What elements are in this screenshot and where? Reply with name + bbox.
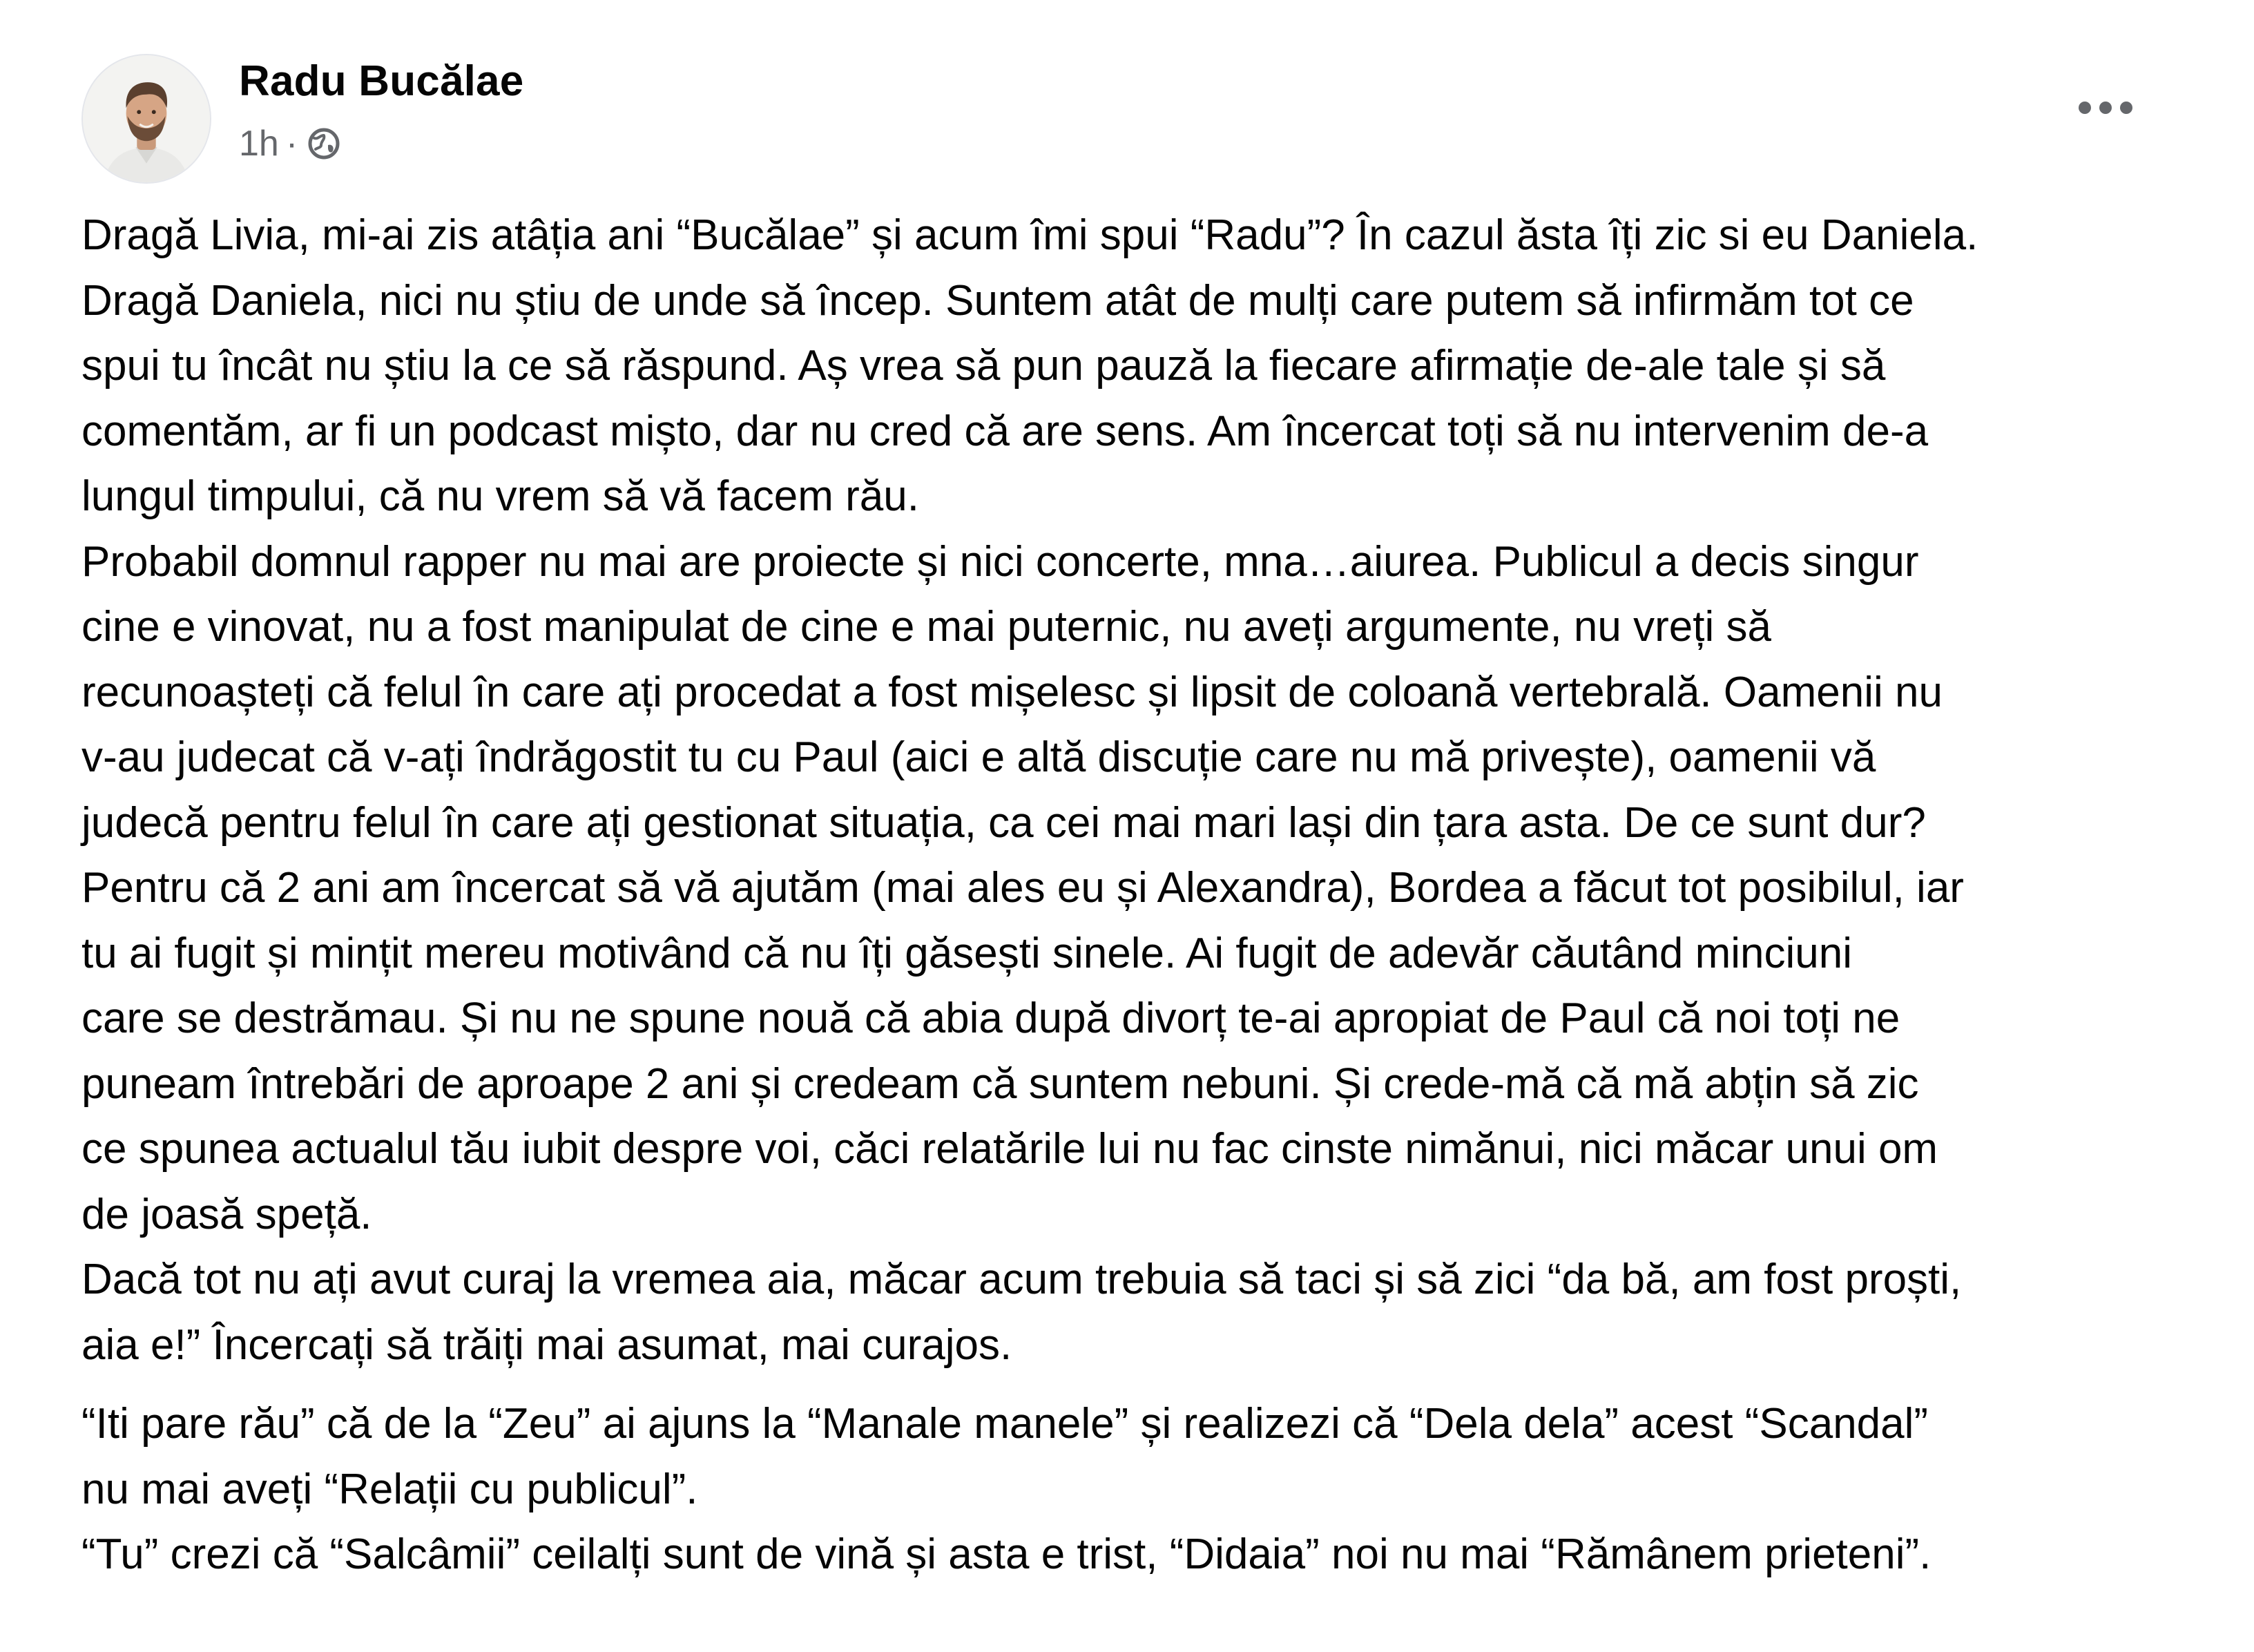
post-timestamp[interactable]: 1h: [239, 124, 279, 164]
more-options-icon: [2077, 99, 2135, 116]
post-text-line: “Tu” crezi că “Salcâmii” ceilalți sunt de vină și asta e trist, “Didaia” noi nu mai “Rămânem prieteni”.: [81, 1530, 1932, 1578]
post-meta: [239, 123, 343, 164]
post-text: [81, 203, 2195, 1588]
post-paragraph-2: [81, 1392, 2195, 1588]
post-text-line: recunoașteți că felul în care ați procedat a fost mișelesc și lipsit de coloană vertebrală. Oamenii nu: [81, 668, 1943, 716]
globe-icon[interactable]: [305, 124, 343, 163]
post-text-line: nu mai aveți “Relații cu publicul”.: [81, 1465, 698, 1513]
post-text-line: spui tu încât nu știu la ce să răspund. Aș vrea să pun pauză la fiecare afirmație de-ale tale și să: [81, 342, 1886, 390]
author-name[interactable]: Radu Bucălae: [239, 57, 524, 105]
post-text-line: v-au judecat că v-ați îndrăgostit tu cu Paul (aici e altă discuție care nu mă privește), oamenii vă: [81, 733, 1876, 781]
avatar[interactable]: [81, 54, 211, 184]
post-text-line: puneam întrebări de aproape 2 ani și credeam că suntem nebuni. Și crede-mă că mă abțin să zic: [81, 1059, 1919, 1108]
post-text-line: comentăm, ar fi un podcast mișto, dar nu cred că are sens. Am încercat toți să nu intervenim de-a: [81, 407, 1929, 455]
post-paragraph-1: [81, 203, 2195, 1378]
post-text-line: Probabil domnul rapper nu mai are proiecte și nici concerte, mna…aiurea. Publicul a decis singur: [81, 537, 1919, 586]
meta-separator: ·: [285, 124, 298, 164]
profile-photo: [83, 55, 210, 182]
post-text-line: Pentru că 2 ani am încercat să vă ajutăm (mai ales eu și Alexandra), Bordea a făcut tot posibilul, iar: [81, 864, 1964, 912]
post-text-line: tu ai fugit și mințit mereu motivând că nu îți găsești sinele. Ai fugit de adevăr căutând minciuni: [81, 929, 1853, 977]
post-text-line: Dacă tot nu ați avut curaj la vremea aia, măcar acum trebuia să taci și să zici “da bă, am fost proști,: [81, 1256, 1962, 1303]
post-text-line: Dragă Daniela, nici nu știu de unde să încep. Suntem atât de mulți care putem să infirmăm tot ce: [81, 276, 1914, 325]
post-text-line: ce spunea actualul tău iubit despre voi, căci relatările lui nu fac cinste nimănui, nici măcar unui om: [81, 1125, 1938, 1173]
post-text-line: “Iti pare rău” că de la “Zeu” ai ajuns la “Manale manele” și realizezi că “Dela dela” acest “Scandal”: [81, 1400, 1929, 1448]
post-text-line: aia e!” Încercați să trăiți mai asumat, mai curajos.: [81, 1320, 1012, 1369]
post-text-line: judecă pentru felul în care ați gestionat situația, ca cei mai mari lași din țara asta. De ce sunt dur?: [81, 798, 1926, 847]
more-options-button[interactable]: [2068, 80, 2144, 135]
post-text-line: care se destrămau. Și nu ne spune nouă că abia după divorț te-ai apropiat de Paul că noi toți ne: [81, 995, 1900, 1042]
paragraph-gap: [81, 1378, 2195, 1392]
post-text-line: lungul timpului, că nu vrem să vă facem rău.: [81, 472, 919, 520]
post-text-line: de joasă speță.: [81, 1190, 372, 1238]
post-text-line: cine e vinovat, nu a fost manipulat de cine e mai puternic, nu aveți argumente, nu vreți să: [81, 603, 1771, 651]
post-text-line: Dragă Livia, mi-ai zis atâția ani “Bucălae” și acum îmi spui “Radu”? În cazul ăsta îți zic si eu Daniela.: [81, 211, 1978, 259]
